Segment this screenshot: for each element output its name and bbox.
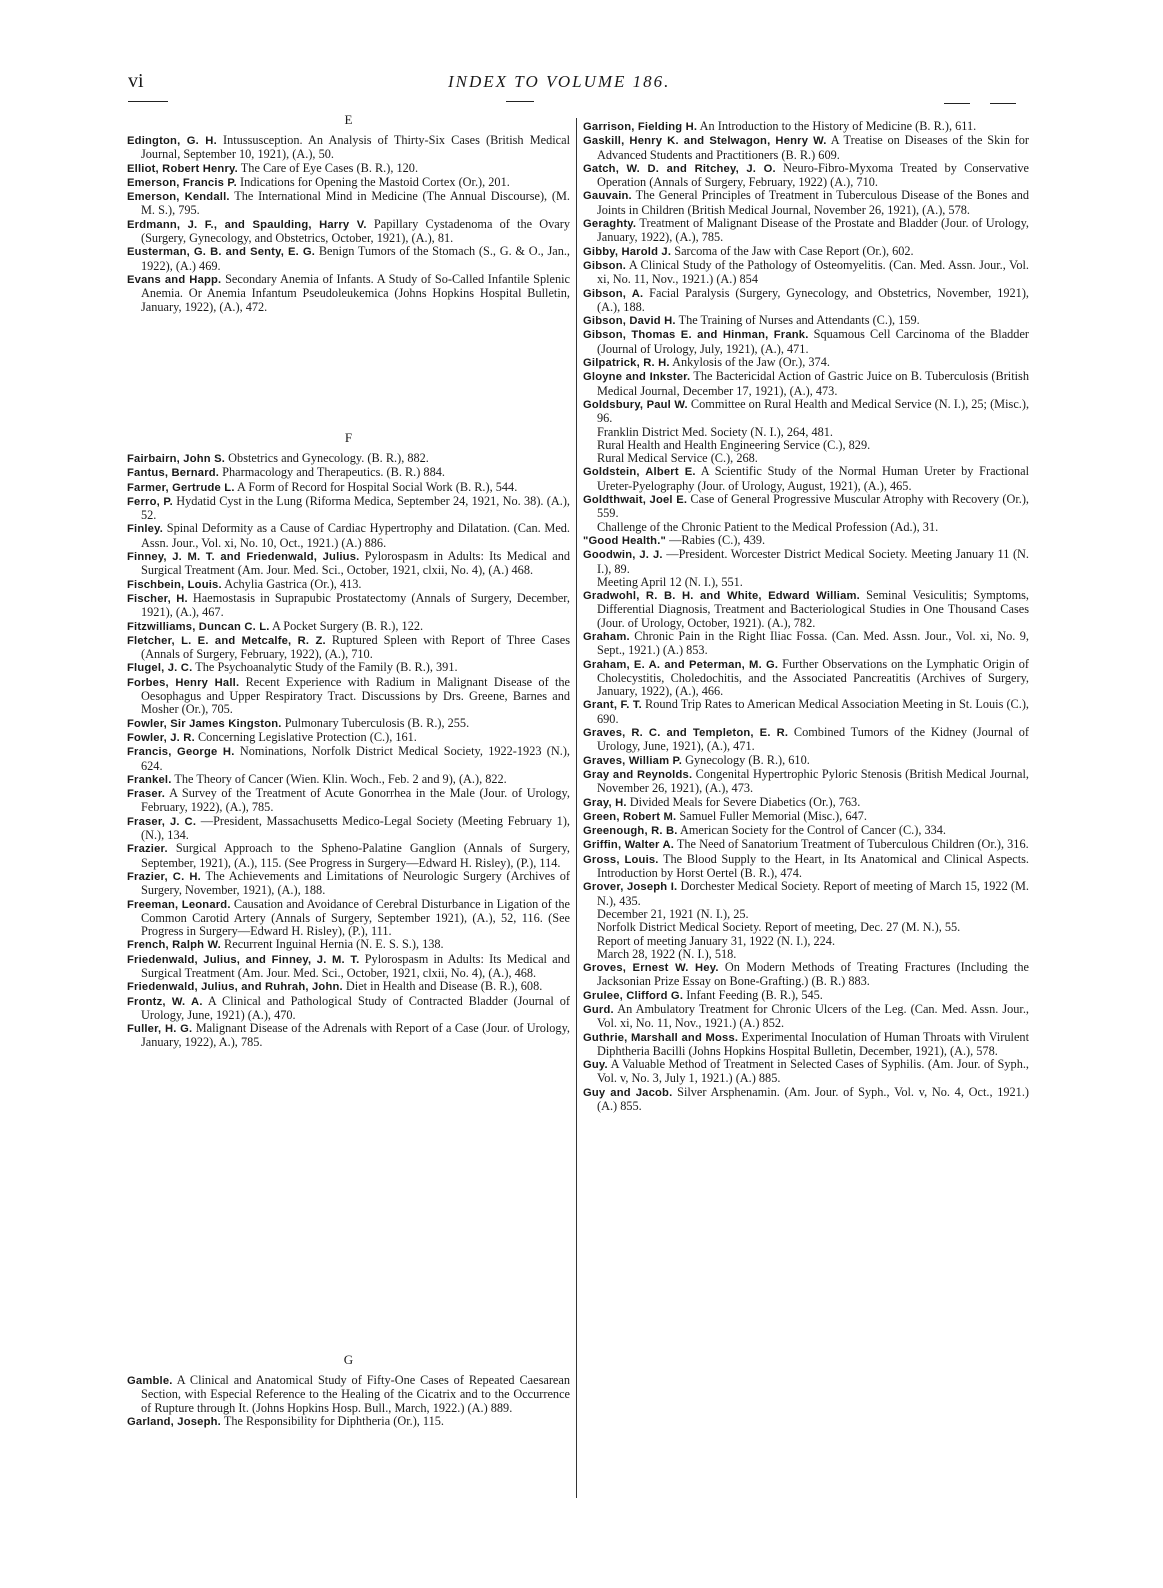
entry-author: Goldstein, Albert E. bbox=[583, 466, 696, 479]
entry-text: Neuro-Fibro-Myxoma Treated by Conservative Operation (Annals of Surgery, February, 1922) (A.), 710. bbox=[597, 160, 1029, 190]
index-entry bbox=[583, 726, 1029, 754]
entry-author: Gross, Louis. bbox=[583, 853, 659, 866]
entry-author: Fraser. bbox=[127, 788, 166, 801]
index-entry bbox=[127, 452, 570, 466]
entry-author: Groves, Ernest W. Hey. bbox=[583, 962, 719, 975]
index-entry bbox=[583, 1003, 1029, 1031]
entry-author: Gloyne and Inkster. bbox=[583, 371, 691, 384]
index-entry bbox=[583, 908, 1029, 921]
entry-list-g bbox=[127, 1374, 570, 1429]
header-rule-center bbox=[506, 101, 534, 102]
entry-text: Causation and Avoidance of Cerebral Disturbance in Ligation of the Common Carotid Artery (Annals of Surgery, September 1921), (A.), 52, 116. (See Progress in Surgery—Edward H. Risley), (P.), 111. bbox=[141, 896, 571, 939]
entry-author: Fischbein, Louis. bbox=[127, 578, 222, 591]
section-e bbox=[127, 112, 570, 314]
entry-author: Emerson, Kendall. bbox=[127, 191, 230, 204]
entry-author: Ferro, P. bbox=[127, 495, 173, 508]
index-entry bbox=[583, 439, 1029, 452]
entry-text: A Scientific Study of the Normal Human Ureter by Fractional Ureter-Pyelography (Jour. of Urology, August, 1921), (A.), 465. bbox=[597, 464, 1029, 493]
index-entry bbox=[583, 796, 1029, 810]
index-entry bbox=[127, 980, 570, 994]
entry-text: A Valuable Method of Treatment in Selected Cases of Syphilis. (Am. Jour. of Syph., Vol. v, No. 3, July 1, 1921.) (A.) 885. bbox=[597, 1057, 1029, 1086]
index-entry bbox=[127, 787, 570, 815]
entry-author: Fraser, J. C. bbox=[127, 815, 197, 828]
entry-text: A Clinical Study of the Pathology of Osteomyelitis. (Can. Med. Assn. Jour., Vol. xi, No. 11, Nov., 1921.) (A.) 854 bbox=[597, 257, 1029, 287]
index-entry bbox=[583, 189, 1029, 217]
entry-text: Further Observations on the Lymphatic Origin of Cholecystitis, Choledochitis, and the Associated Pancreatitis (Archives of Surgery, January, 1922), (A.), 466. bbox=[597, 656, 1030, 699]
section-f bbox=[127, 430, 570, 1050]
entry-author: Fantus, Bernard. bbox=[127, 467, 220, 480]
entry-author: Gradwohl, R. B. H. and White, Edward William. bbox=[583, 590, 860, 603]
entry-text: Infant Feeding (B. R.), 545. bbox=[686, 987, 823, 1002]
index-entry bbox=[127, 731, 570, 745]
entry-text: Concerning Legislative Protection (C.), 161. bbox=[197, 729, 417, 744]
entry-text: Recurrent Inguinal Hernia (N. E. S. S.), 138. bbox=[224, 937, 444, 952]
index-entry bbox=[127, 1022, 570, 1050]
entry-author: Garland, Joseph. bbox=[127, 1415, 221, 1428]
header-rule-left bbox=[128, 101, 168, 102]
page-header bbox=[118, 64, 1048, 94]
entry-author: Fairbairn, John S. bbox=[127, 453, 226, 465]
entry-author: Grover, Joseph I. bbox=[583, 881, 678, 894]
index-entry bbox=[127, 717, 570, 731]
entry-author: Gurd. bbox=[583, 1004, 614, 1016]
index-entry bbox=[127, 815, 570, 843]
index-entry bbox=[127, 481, 570, 495]
entry-text: A Survey of the Treatment of Acute Gonorrhea in the Male (Jour. of Urology, February, 1922), (A.), 785. bbox=[141, 786, 570, 815]
index-entry bbox=[583, 534, 1029, 548]
entry-text: Hydatid Cyst in the Lung (Riforma Medica, September 24, 1921, No. 38). (A.), 52. bbox=[141, 493, 570, 523]
entry-author: Gauvain. bbox=[583, 190, 632, 203]
entry-author: Gatch, W. D. and Ritchey, J. O. bbox=[583, 162, 776, 175]
index-entry bbox=[127, 842, 570, 870]
entry-text: Surgical Approach to the Spheno-Palatine Ganglion (Annals of Surgery, September, 1921), (A.), 115. (See Progress in Surgery—Edward H. Risley), (P.), 114. bbox=[141, 841, 570, 870]
index-entry bbox=[127, 745, 570, 773]
entry-author: Frankel. bbox=[127, 773, 172, 786]
entry-author: Goldsbury, Paul W. bbox=[583, 398, 688, 411]
entry-text: Ankylosis of the Jaw (Or.), 374. bbox=[672, 355, 830, 370]
entry-author: "Good Health." bbox=[583, 534, 667, 547]
entry-author: Gibson, David H. bbox=[583, 315, 676, 328]
entry-text: The Care of Eye Cases (B. R.), 120. bbox=[240, 160, 419, 175]
entry-text: March 28, 1922 (N. I.), 518. bbox=[597, 946, 737, 961]
entry-author: Evans and Happ. bbox=[127, 273, 222, 286]
page-number: vi bbox=[128, 70, 144, 92]
entry-text: Case of General Progressive Muscular Atrophy with Recovery (Or.), 559. bbox=[597, 492, 1029, 521]
entry-author: Gaskill, Henry K. and Stelwagon, Henry W. bbox=[583, 135, 827, 148]
index-entry bbox=[583, 398, 1029, 426]
index-entry bbox=[583, 658, 1029, 699]
entry-text: Indications for Opening the Mastoid Cortex (Or.), 201. bbox=[240, 174, 510, 189]
entry-text: The Need of Sanatorium Treatment of Tuberculous Children (Or.), 316. bbox=[676, 837, 1029, 852]
entry-author: Garrison, Fielding H. bbox=[583, 121, 698, 133]
index-entry bbox=[583, 1058, 1029, 1086]
running-title: INDEX TO VOLUME 186. bbox=[448, 72, 671, 91]
index-entry bbox=[583, 921, 1029, 934]
entry-text: American Society for the Control of Cancer (C.), 334. bbox=[679, 823, 947, 838]
entry-text: Experimental Inoculation of Human Throats with Virulent Diphtheria Bacilli (Johns Hopkins Hospital Bulletin, December, 1921), (A.), 578. bbox=[597, 1029, 1029, 1058]
entry-author: Grulee, Clifford G. bbox=[583, 989, 684, 1002]
entry-author: Frazier. bbox=[127, 843, 168, 856]
index-entry bbox=[583, 935, 1029, 948]
entry-author: Gibby, Harold J. bbox=[583, 245, 672, 258]
index-entry bbox=[583, 162, 1029, 190]
index-entry bbox=[127, 162, 570, 176]
entry-author: Guy. bbox=[583, 1059, 608, 1072]
entry-author: Gibson. bbox=[583, 259, 627, 272]
entry-text: December 21, 1921 (N. I.), 25. bbox=[597, 906, 749, 921]
entry-author: Edington, G. H. bbox=[127, 135, 217, 147]
entry-text: Ruptured Spleen with Report of Three Cases (Annals of Surgery, February, 1922), (A.), 710. bbox=[141, 632, 571, 662]
index-entry bbox=[583, 853, 1029, 881]
entry-text: The Bactericidal Action of Gastric Juice on B. Tuberculosis (British Medical Journal, December 17, 1921), (A.), 473. bbox=[597, 369, 1029, 398]
index-entry bbox=[583, 576, 1029, 589]
entry-text: Dorchester Medical Society. Report of meeting of March 15, 1922 (M. N.), 435. bbox=[597, 879, 1029, 908]
index-entry bbox=[127, 495, 570, 523]
entry-author: Goodwin, J. J. bbox=[583, 549, 663, 562]
entry-text: Haemostasis in Suprapubic Prostatectomy (Annals of Surgery, December, 1921), (A.), 467. bbox=[141, 590, 570, 620]
entry-author: Gray and Reynolds. bbox=[583, 768, 693, 781]
entry-text: A Clinical and Pathological Study of Contracted Bladder (Journal of Urology, June, 1921) (A.), 470. bbox=[141, 993, 571, 1022]
entry-author: Flugel, J. C. bbox=[127, 662, 193, 675]
index-entry bbox=[127, 898, 570, 939]
index-entry bbox=[127, 676, 570, 717]
entry-author: Gamble. bbox=[127, 1375, 173, 1387]
entry-text: Pulmonary Tuberculosis (B. R.), 255. bbox=[284, 715, 470, 730]
entry-text: The General Principles of Treatment in Tuberculous Disease of the Bones and Joints in Children (British Medical Journal, November 26, 1921), (A.), 578. bbox=[597, 188, 1029, 217]
entry-author: Francis, George H. bbox=[127, 746, 235, 759]
entry-author: Fitzwilliams, Duncan C. L. bbox=[127, 620, 270, 633]
entry-author: Friedenwald, Julius, and Finney, J. M. T. bbox=[127, 953, 360, 966]
entry-text: An Introduction to the History of Medicine (B. R.), 611. bbox=[699, 119, 977, 133]
entry-text: Squamous Cell Carcinoma of the Bladder (Journal of Urology, July, 1921), (A.), 471. bbox=[597, 327, 1030, 356]
index-entry bbox=[127, 466, 570, 480]
index-entry bbox=[583, 1031, 1029, 1059]
section-g bbox=[127, 1352, 570, 1429]
entry-author: Fowler, J. R. bbox=[127, 731, 195, 744]
entry-author: Eusterman, G. B. and Senty, E. G. bbox=[127, 246, 316, 259]
entry-author: Graham. bbox=[583, 630, 630, 643]
index-entry bbox=[127, 190, 570, 218]
section-letter-f: F bbox=[344, 430, 353, 445]
index-entry bbox=[127, 870, 570, 898]
entry-text: Samuel Fuller Memorial (Misc.), 647. bbox=[679, 808, 867, 823]
header-rule-right-a bbox=[944, 103, 970, 104]
index-entry bbox=[127, 578, 570, 592]
index-entry bbox=[583, 810, 1029, 824]
entry-author: Elliot, Robert Henry. bbox=[127, 162, 238, 175]
section-letter-e: E bbox=[344, 112, 353, 127]
entry-text: Facial Paralysis (Surgery, Gynecology, and Obstetrics, November, 1921), (A.), 188. bbox=[597, 285, 1029, 314]
entry-author: Geraghty. bbox=[583, 218, 637, 231]
index-entry bbox=[583, 356, 1029, 370]
entry-author: Emerson, Francis P. bbox=[127, 176, 237, 189]
entry-text: Sarcoma of the Jaw with Case Report (Or.), 602. bbox=[674, 243, 914, 258]
index-entry bbox=[583, 452, 1029, 465]
index-entry bbox=[583, 134, 1029, 162]
index-entry bbox=[127, 938, 570, 952]
index-entry bbox=[127, 1374, 570, 1415]
entry-author: Frontz, W. A. bbox=[127, 995, 203, 1008]
index-entry bbox=[583, 493, 1029, 521]
entry-text: Meeting April 12 (N. I.), 551. bbox=[597, 574, 743, 589]
entry-text: A Clinical and Anatomical Study of Fifty-One Cases of Repeated Caesarean Section, with Especial Reference to the Healing of the Cicatrix and to the Occurrence of Rupture through It. (Johns Hopkins Hosp. Bull., March, 1922.) (A.) 889. bbox=[141, 1373, 570, 1415]
index-entry bbox=[583, 961, 1029, 989]
index-entry bbox=[583, 521, 1029, 534]
entry-text: Report of meeting January 31, 1922 (N. I.), 224. bbox=[597, 933, 836, 948]
entry-text: Nominations, Norfolk District Medical Society, 1922-1923 (N.), 624. bbox=[141, 744, 571, 773]
entry-text: Papillary Cystadenoma of the Ovary (Surgery, Gynecology, and Obstetrics, October, 1921), (A.), 81. bbox=[141, 216, 571, 246]
entry-text: Obstetrics and Gynecology. (B. R.), 882. bbox=[228, 451, 429, 465]
entry-author: Graves, R. C. and Templeton, E. R. bbox=[583, 727, 789, 740]
entry-text: Congenital Hypertrophic Pyloric Stenosis (British Medical Journal, November 26, 1921), (A.), 473. bbox=[597, 766, 1029, 796]
entry-author: Griffin, Walter A. bbox=[583, 839, 675, 852]
entry-text: Malignant Disease of the Adrenals with Report of a Case (Jour. of Urology, January, 1922), A.), 785. bbox=[141, 1021, 571, 1050]
entry-author: Graham, E. A. and Peterman, M. G. bbox=[583, 658, 779, 671]
index-entry bbox=[583, 259, 1029, 287]
entry-text: Challenge of the Chronic Patient to the Medical Profession (Ad.), 31. bbox=[597, 519, 939, 534]
entry-text: Spinal Deformity as a Cause of Cardiac Hypertrophy and Dilatation. (Can. Med. Assn. Jour., Vol. xi, No. 10, Oct., 1921.) (A.) 886. bbox=[141, 521, 570, 550]
index-entry bbox=[127, 176, 570, 190]
index-entry bbox=[583, 630, 1029, 658]
index-entry bbox=[583, 548, 1029, 576]
entry-text: Benign Tumors of the Stomach (S., G. & O., Jan., 1922), (A.) 469. bbox=[141, 244, 570, 273]
entry-author: Guy and Jacob. bbox=[583, 1086, 673, 1099]
entry-text: Secondary Anemia of Infants. A Study of So-Called Infantile Splenic Anemia. Or Anemia Infantum Pseudoleukemica (Johns Hopkins Hospital Bulletin, January, 1922), (A.), 472. bbox=[141, 271, 571, 314]
entry-author: French, Ralph W. bbox=[127, 939, 221, 952]
entry-author: Frazier, C. H. bbox=[127, 870, 201, 883]
entry-author: Finney, J. M. T. and Friedenwald, Julius. bbox=[127, 551, 360, 564]
index-entry bbox=[127, 953, 570, 981]
index-entry bbox=[583, 824, 1029, 838]
entry-text: Pylorospasm in Adults: Its Medical and Surgical Treatment (Am. Jour. Med. Sci., October, 1921, clxii, No. 4), (A.) 468. bbox=[141, 549, 570, 578]
entry-text: Silver Arsphenamin. (Am. Jour. of Syph., Vol. v, No. 4, Oct., 1921.) (A.) 855. bbox=[597, 1084, 1029, 1114]
index-entry bbox=[127, 218, 570, 246]
index-entry bbox=[127, 245, 570, 273]
entry-author: Forbes, Henry Hall. bbox=[127, 676, 240, 689]
index-entry bbox=[583, 328, 1029, 356]
entry-text: The Responsibility for Diphtheria (Or.), 115. bbox=[223, 1413, 444, 1428]
index-entry bbox=[583, 245, 1029, 259]
entry-author: Gibson, A. bbox=[583, 287, 644, 300]
entry-text: Norfolk District Medical Society. Report of meeting, Dec. 27 (M. N.), 55. bbox=[597, 920, 961, 935]
entry-author: Farmer, Gertrude L. bbox=[127, 481, 235, 494]
entry-text: The Achievements and Limitations of Neurologic Surgery (Archives of Surgery, November, 1921), (A.), 188. bbox=[141, 868, 570, 898]
index-entry bbox=[583, 217, 1029, 245]
entry-author: Guthrie, Marshall and Moss. bbox=[583, 1031, 739, 1044]
entry-list-f bbox=[127, 452, 570, 1050]
index-entry bbox=[583, 754, 1029, 768]
entry-text: Pharmacology and Therapeutics. (B. R.) 884. bbox=[222, 465, 445, 480]
index-entry bbox=[583, 465, 1029, 493]
index-entry bbox=[583, 287, 1029, 315]
entry-text: Seminal Vesiculitis; Symptoms, Differential Diagnosis, Treatment and Bacteriological Studies in One Thousand Cases (Jour. of Urology, October, 1921). (A.), 782. bbox=[597, 588, 1030, 630]
entry-text: The Theory of Cancer (Wien. Klin. Woch., Feb. 2 and 9), (A.), 822. bbox=[174, 771, 507, 786]
entry-text: Recent Experience with Radium in Malignant Disease of the Oesophagus and Upper Respiratory Tract. Discussions by Drs. Greene, Barnes and Mosher (Or.), 705. bbox=[141, 674, 571, 717]
index-entry bbox=[583, 314, 1029, 328]
index-entry bbox=[583, 120, 1029, 134]
index-entry bbox=[127, 995, 570, 1023]
entry-author: Greenough, R. B. bbox=[583, 825, 678, 838]
entry-text: A Treatise on Diseases of the Skin for Advanced Students and Practitioners (B. R.) 609. bbox=[597, 133, 1029, 162]
column-divider bbox=[576, 118, 577, 1498]
entry-text: The Training of Nurses and Attendants (C.), 159. bbox=[678, 313, 920, 328]
index-entry bbox=[583, 989, 1029, 1003]
entry-text: The Psychoanalytic Study of the Family (B. R.), 391. bbox=[195, 660, 458, 675]
index-entry bbox=[583, 838, 1029, 852]
entry-author: Finley. bbox=[127, 523, 164, 536]
entry-text: On Modern Methods of Treating Fractures (Including the Jacksonian Prize Essay on Bone-Grafting.) (B. R.) 883. bbox=[597, 960, 1029, 989]
entry-text: Divided Meals for Severe Diabetics (Or.), 763. bbox=[629, 794, 861, 809]
entry-author: Fowler, Sir James Kingston. bbox=[127, 717, 282, 730]
entry-text: Diet in Health and Disease (B. R.), 608. bbox=[345, 979, 543, 994]
header-rule-right-b bbox=[990, 103, 1016, 104]
entry-text: Franklin District Med. Society (N. I.), 264, 481. bbox=[597, 424, 834, 439]
entry-text: Pylorospasm in Adults: Its Medical and Surgical Treatment (Am. Jour. Med. Sci., October, 1921, clxii, No. 4), (A.), 468. bbox=[141, 951, 570, 980]
index-entry bbox=[583, 589, 1029, 630]
index-entry bbox=[127, 134, 570, 162]
entry-author: Fuller, H. G. bbox=[127, 1023, 193, 1036]
section-letter-g: G bbox=[343, 1352, 354, 1367]
entry-text: A Form of Record for Hospital Social Work (B. R.), 544. bbox=[237, 479, 518, 494]
index-entry bbox=[583, 1086, 1029, 1114]
entry-text: —Rabies (C.), 439. bbox=[669, 532, 766, 547]
entry-text: Intussusception. An Analysis of Thirty-Six Cases (British Medical Journal, September 10, 1921), (A.), 50. bbox=[141, 133, 570, 162]
entry-author: Grant, F. T. bbox=[583, 699, 642, 712]
entry-text: Achylia Gastrica (Or.), 413. bbox=[224, 576, 362, 591]
entry-author: Green, Robert M. bbox=[583, 810, 677, 823]
index-entry bbox=[127, 634, 570, 662]
entry-author: Erdmann, J. F., and Spaulding, Harry V. bbox=[127, 218, 367, 231]
entry-author: Fletcher, L. E. and Metcalfe, R. Z. bbox=[127, 634, 326, 647]
entry-author: Goldthwait, Joel E. bbox=[583, 494, 688, 507]
entry-author: Gray, H. bbox=[583, 796, 627, 809]
index-entry bbox=[583, 768, 1029, 796]
entry-text: Rural Health and Health Engineering Service (C.), 829. bbox=[597, 437, 871, 452]
index-entry bbox=[127, 1415, 570, 1429]
entry-list-e bbox=[127, 134, 570, 314]
entry-text: The Blood Supply to the Heart, in Its Anatomical and Clinical Aspects. Introduction by Horst Oertel (B. R.), 474. bbox=[597, 851, 1029, 881]
entry-author: Friedenwald, Julius, and Ruhrah, John. bbox=[127, 981, 343, 994]
index-entry bbox=[583, 948, 1029, 961]
index-entry bbox=[583, 698, 1029, 726]
entry-text: —President. Worcester District Medical Society. Meeting January 11 (N. I.), 89. bbox=[597, 547, 1029, 576]
entry-text: Committee on Rural Health and Medical Service (N. I.), 25; (Misc.), 96. bbox=[597, 396, 1030, 426]
index-entry bbox=[583, 370, 1029, 398]
index-entry bbox=[127, 620, 570, 634]
index-entry bbox=[583, 880, 1029, 908]
entry-list-g-continued bbox=[583, 120, 1029, 1113]
entry-text: Gynecology (B. R.), 610. bbox=[685, 752, 810, 767]
entry-text: Round Trip Rates to American Medical Association Meeting in St. Louis (C.), 690. bbox=[597, 697, 1029, 726]
entry-text: Combined Tumors of the Kidney (Journal of Urology, June, 1921), (A.), 471. bbox=[597, 725, 1029, 754]
entry-text: The International Mind in Medicine (The Annual Discourse), (M. M. S.), 795. bbox=[141, 189, 570, 218]
entry-text: Treatment of Malignant Disease of the Prostate and Bladder (Jour. of Urology, January, 1922), (A.), 785. bbox=[597, 216, 1029, 245]
entry-author: Freeman, Leonard. bbox=[127, 898, 231, 911]
entry-text: —President, Massachusetts Medico-Legal Society (Meeting February 1), (N.), 134. bbox=[141, 813, 570, 843]
index-entry bbox=[583, 426, 1029, 439]
index-entry bbox=[127, 273, 570, 314]
entry-author: Gilpatrick, R. H. bbox=[583, 357, 670, 370]
index-entry bbox=[127, 661, 570, 675]
entry-author: Graves, William P. bbox=[583, 754, 683, 767]
entry-author: Gibson, Thomas E. and Hinman, Frank. bbox=[583, 329, 809, 342]
entry-text: An Ambulatory Treatment for Chronic Ulcers of the Leg. (Can. Med. Assn. Jour., Vol. xi, No. 11, Nov., 1921.) (A.) 852. bbox=[597, 1002, 1029, 1031]
entry-author: Fischer, H. bbox=[127, 592, 188, 605]
index-entry bbox=[127, 592, 570, 620]
entry-text: Chronic Pain in the Right Iliac Fossa. (Can. Med. Assn. Jour., Vol. xi, No. 9, Sept., 1921.) (A.) 853. bbox=[597, 628, 1029, 658]
index-entry bbox=[127, 773, 570, 787]
index-entry bbox=[127, 550, 570, 578]
entry-text: Rural Medical Service (C.), 268. bbox=[597, 451, 758, 466]
entry-text: A Pocket Surgery (B. R.), 122. bbox=[271, 618, 424, 633]
index-entry bbox=[127, 522, 570, 550]
